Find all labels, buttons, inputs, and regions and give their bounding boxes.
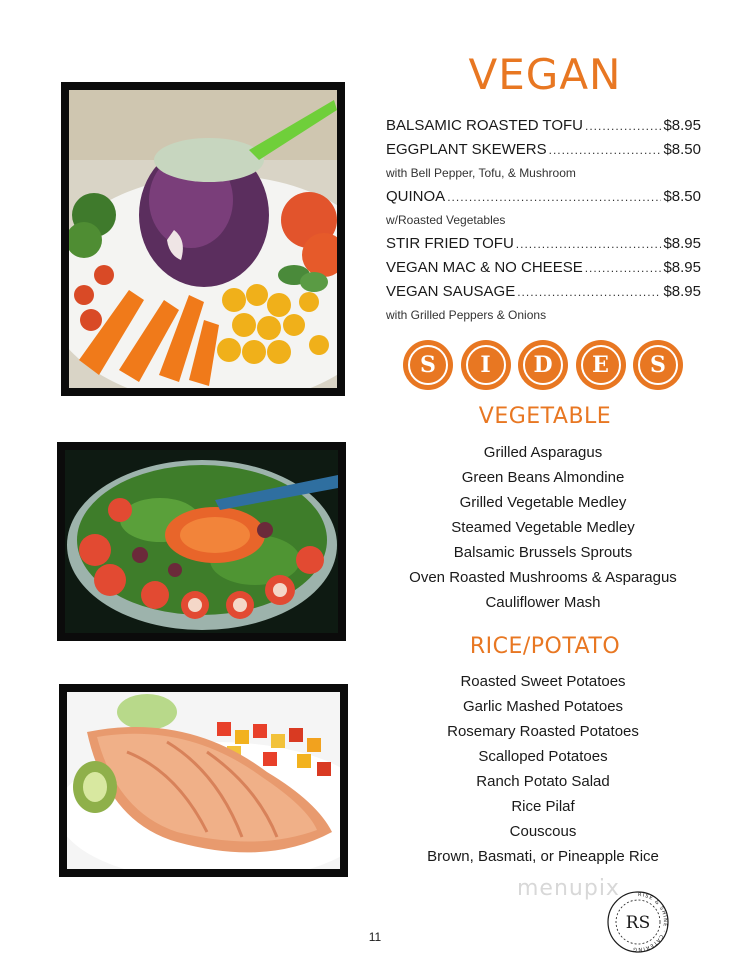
menu-item-note: with Grilled Peppers & Onions <box>386 308 547 322</box>
sides-letter: D <box>533 352 553 378</box>
menu-item <box>386 256 701 280</box>
menu-item-name: VEGAN SAUSAGE <box>386 283 516 300</box>
menu-item-name: BALSAMIC ROASTED TOFU <box>386 117 583 134</box>
menu-item-price: $8.50 <box>663 188 701 205</box>
menu-item-note: with Bell Pepper, Tofu, & Mushroom <box>386 166 576 180</box>
rice-potato-list <box>393 669 693 869</box>
vegetable-list <box>393 440 693 615</box>
menu-item <box>386 185 701 209</box>
sides-letter: S <box>650 352 666 378</box>
leader-dots <box>585 257 662 280</box>
menu-item-price: $8.95 <box>663 117 701 134</box>
list-item: Oven Roasted Mushrooms & Asparagus <box>409 569 677 586</box>
list-item: Rice Pilaf <box>511 798 575 815</box>
leader-dots <box>549 139 662 162</box>
list-item: Balsamic Brussels Sprouts <box>453 544 633 561</box>
list-item: Steamed Vegetable Medley <box>451 519 635 536</box>
list-item: Couscous <box>509 823 577 840</box>
menu-item-name: QUINOA <box>386 188 446 205</box>
leader-dots <box>517 281 661 304</box>
vegan-menu-list <box>386 114 701 327</box>
sides-letter-badge <box>403 340 453 390</box>
photo-veggie-platter <box>61 82 345 396</box>
sides-letter: E <box>592 352 609 378</box>
salmon-image <box>67 692 340 869</box>
veggie-platter-image <box>69 90 337 388</box>
list-item: Scalloped Potatoes <box>478 748 608 765</box>
list-item: Rosemary Roasted Potatoes <box>447 723 639 740</box>
sides-letter: I <box>480 352 491 378</box>
leader-dots <box>447 186 661 209</box>
menu-item-price: $8.95 <box>663 259 701 276</box>
sides-letter-badge <box>461 340 511 390</box>
salad-bowl-image <box>65 450 338 633</box>
sides-letter-badge <box>576 340 626 390</box>
list-item: Ranch Potato Salad <box>476 773 610 790</box>
menu-item-name: STIR FRIED TOFU <box>386 235 514 252</box>
vegetable-heading: VEGETABLE <box>478 404 612 429</box>
sides-letter-badge <box>633 340 683 390</box>
list-item: Grilled Vegetable Medley <box>459 494 627 511</box>
sides-heading <box>403 340 683 394</box>
menu-item-note: w/Roasted Vegetables <box>386 213 506 227</box>
list-item: Brown, Basmati, or Pineapple Rice <box>427 848 659 865</box>
menu-item-price: $8.95 <box>663 283 701 300</box>
rice-potato-heading: RICE/POTATO <box>469 634 621 659</box>
menu-item-name: VEGAN MAC & NO CHEESE <box>386 259 583 276</box>
logo-initials: RS <box>625 913 651 933</box>
menu-item <box>386 280 701 304</box>
menu-item <box>386 232 701 256</box>
list-item: Garlic Mashed Potatoes <box>462 698 624 715</box>
catering-logo <box>606 890 670 954</box>
leader-dots <box>585 115 661 138</box>
watermark: menupix <box>517 876 620 901</box>
photo-salmon <box>59 684 348 877</box>
vegan-heading: VEGAN <box>468 50 622 99</box>
menu-item-name: EGGPLANT SKEWERS <box>386 141 547 158</box>
sides-letter-badge <box>518 340 568 390</box>
list-item: Green Beans Almondine <box>461 469 625 486</box>
page-number: 11 <box>368 930 382 944</box>
photo-salad-bowl <box>57 442 346 641</box>
menu-item <box>386 114 701 138</box>
leader-dots <box>516 233 662 256</box>
list-item: Cauliflower Mash <box>485 594 601 611</box>
logo-ring-text: RISE & SHINE · CATERING <box>631 891 669 953</box>
list-item: Grilled Asparagus <box>483 444 603 461</box>
menu-item-price: $8.95 <box>663 235 701 252</box>
menu-item <box>386 138 701 162</box>
list-item: Roasted Sweet Potatoes <box>460 673 626 690</box>
menu-item-price: $8.50 <box>663 141 701 158</box>
sides-letter: S <box>420 352 436 378</box>
